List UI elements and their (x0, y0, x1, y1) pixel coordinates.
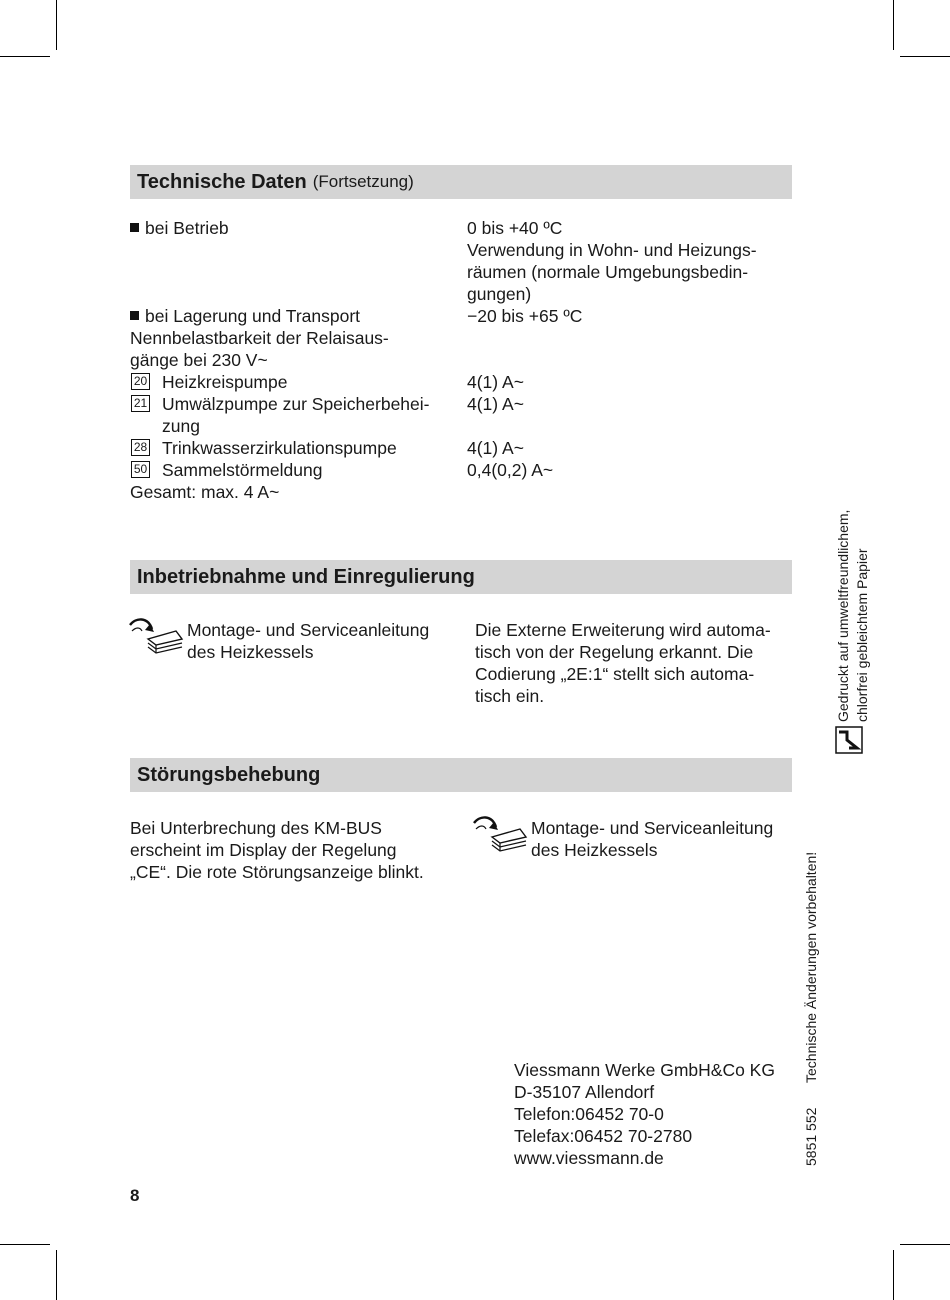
commissioning-ref-line: Montage- und Serviceanleitung (187, 620, 430, 640)
address-line: Telefon:06452 70-0 (514, 1104, 664, 1124)
relay-label: Sammelstörmeldung (162, 460, 323, 480)
relay-value: 4(1) A~ (467, 372, 524, 392)
relay-heading-line: gänge bei 230 V~ (130, 350, 268, 370)
operation-label: bei Betrieb (145, 218, 229, 238)
storage-value: −20 bis +65 ºC (467, 306, 583, 326)
address-line: D-35107 Allendorf (514, 1082, 655, 1102)
relay-code-box: 20 (131, 373, 150, 390)
crop-mark (56, 1250, 57, 1300)
operation-value-line: Verwendung in Wohn- und Heizungs- (467, 240, 757, 260)
crop-mark (900, 1244, 950, 1245)
section-header-fault (130, 758, 792, 792)
commissioning-text-line: Die Externe Erweiterung wird automa- (475, 620, 771, 640)
crop-mark (0, 56, 50, 57)
section-title: Technische Daten (137, 170, 307, 193)
commissioning-ref-line: des Heizkessels (187, 642, 314, 662)
eco-paper-icon (835, 726, 863, 754)
address-line: Viessmann Werke GmbH&Co KG (514, 1060, 775, 1080)
section-subtitle: (Fortsetzung) (312, 172, 414, 191)
page-number: 8 (130, 1186, 140, 1205)
relay-code-box: 50 (131, 461, 150, 478)
eco-paper-note-line2: chlorfrei gebleichtem Papier (854, 548, 870, 722)
section-header-tech (130, 165, 792, 199)
operation-value-line: 0 bis +40 ºC (467, 218, 563, 238)
disclaimer-text: Technische Änderungen vorbehalten! (803, 851, 819, 1083)
relay-code-box: 21 (131, 395, 150, 412)
fault-ref-line: des Heizkessels (531, 840, 658, 860)
crop-mark (900, 56, 950, 57)
operation-value-line: gungen) (467, 284, 532, 304)
relay-value: 4(1) A~ (467, 438, 524, 458)
storage-label: bei Lagerung und Transport (145, 306, 361, 326)
section-title: Inbetriebnahme und Einregulierung (137, 565, 475, 588)
operation-value-line: räumen (normale Umgebungsbedin- (467, 262, 749, 282)
fault-text-line: erscheint im Display der Regelung (130, 840, 397, 860)
crop-mark (0, 1244, 50, 1245)
book-reference-icon (472, 813, 528, 855)
relay-label: Umwälzpumpe zur Speicherbehei- (162, 394, 430, 414)
commissioning-text-line: Codierung „2E:1“ stellt sich automa- (475, 664, 755, 684)
eco-paper-note-line1: Gedruckt auf umweltfreundlichem, (835, 509, 851, 722)
relay-value: 0,4(0,2) A~ (467, 460, 554, 480)
storage-label-row (130, 305, 360, 327)
section-title: Störungsbehebung (137, 763, 321, 786)
crop-mark (893, 1250, 894, 1300)
commissioning-text-line: tisch ein. (475, 686, 545, 706)
fault-text-line: Bei Unterbrechung des KM-BUS (130, 818, 382, 838)
crop-mark (893, 0, 894, 50)
relay-label: Trinkwasserzirkulationspumpe (162, 438, 397, 458)
relay-code-box: 28 (131, 439, 150, 456)
commissioning-text-line: tisch von der Regelung erkannt. Die (475, 642, 754, 662)
total-load: Gesamt: max. 4 A~ (130, 482, 280, 502)
relay-heading-line: Nennbelastbarkeit der Relaisaus- (130, 328, 389, 348)
section-header-commissioning (130, 560, 792, 594)
bullet-icon (130, 311, 139, 320)
relay-label: Heizkreispumpe (162, 372, 288, 392)
relay-label: zung (162, 416, 200, 436)
address-line: www.viessmann.de (514, 1148, 664, 1168)
relay-value: 4(1) A~ (467, 394, 524, 414)
fault-text-line: „CE“. Die rote Störungsanzeige blinkt. (130, 862, 424, 882)
crop-mark (56, 0, 57, 50)
fault-ref-line: Montage- und Serviceanleitung (531, 818, 774, 838)
document-number: 5851 552 (803, 1107, 819, 1166)
book-reference-icon (128, 615, 184, 657)
address-line: Telefax:06452 70-2780 (514, 1126, 693, 1146)
operation-label-row (130, 217, 229, 239)
bullet-icon (130, 223, 139, 232)
